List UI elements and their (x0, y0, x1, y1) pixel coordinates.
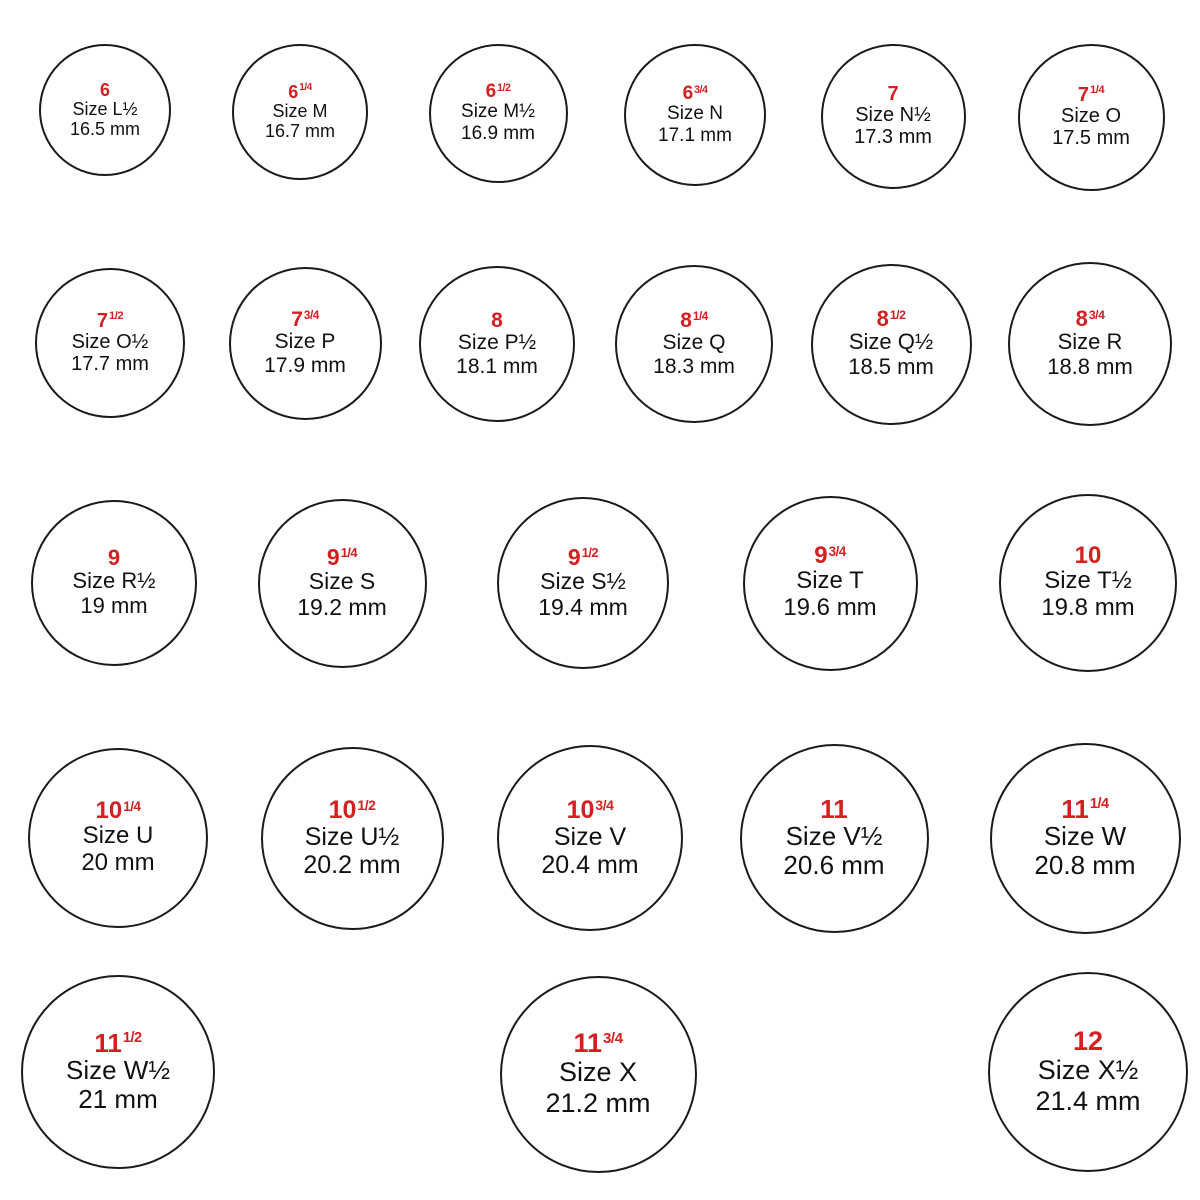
letter-size-label: Size N (667, 103, 723, 125)
us-size-whole: 6 (682, 83, 694, 105)
us-size-whole: 6 (99, 79, 110, 100)
ring-circle (1018, 44, 1165, 191)
ring-circle (229, 267, 382, 420)
letter-size-label: Size V½ (785, 820, 883, 851)
us-size-fraction: 3/4 (603, 1030, 623, 1048)
us-size-fraction: 1/2 (109, 310, 124, 323)
letter-size-label: Size T½ (1044, 567, 1132, 595)
us-size-whole: 9 (567, 543, 581, 570)
diameter-label: 19.6 mm (783, 594, 877, 621)
diameter-label: 17.7 mm (71, 353, 149, 375)
ring-circle (21, 975, 215, 1169)
letter-size-label: Size S½ (540, 567, 626, 594)
letter-size-label: Size T (796, 567, 864, 595)
diameter-label: 16.9 mm (461, 122, 535, 144)
us-size-number (814, 544, 846, 568)
letter-size-label: Size O½ (71, 330, 149, 353)
diameter-label: 21 mm (78, 1084, 158, 1114)
diameter-label: 16.5 mm (69, 119, 141, 139)
us-size-fraction: 1/4 (1089, 795, 1109, 812)
us-size-whole: 10 (328, 795, 357, 824)
ring-circle (28, 748, 208, 928)
us-size-whole: 10 (95, 797, 123, 825)
us-size-whole: 12 (1072, 1026, 1104, 1057)
us-size-number (108, 547, 120, 569)
letter-size-label: Size X½ (1037, 1055, 1139, 1086)
us-size-whole: 8 (680, 308, 692, 332)
diameter-label: 18.8 mm (1047, 354, 1133, 379)
us-size-fraction: 1/4 (340, 544, 358, 560)
us-size-whole: 7 (887, 82, 899, 105)
us-size-fraction: 3/4 (1088, 308, 1105, 323)
us-size-whole: 9 (814, 542, 828, 570)
us-size-whole: 10 (566, 795, 595, 824)
letter-size-label: Size M (272, 100, 328, 121)
diameter-label: 19.2 mm (297, 593, 387, 620)
letter-size-label: Size W½ (65, 1054, 171, 1085)
ring-circle (39, 44, 171, 176)
us-size-number (1061, 793, 1109, 824)
us-size-whole: 8 (491, 308, 503, 332)
ring-circle (811, 264, 972, 425)
us-size-number (96, 799, 141, 823)
ring-circle (31, 500, 197, 666)
us-size-fraction: 1/2 (889, 308, 906, 323)
letter-size-label: Size X (558, 1057, 638, 1088)
letter-size-label: Size W (1043, 820, 1127, 851)
us-size-whole: 11 (573, 1028, 603, 1059)
ring-circle (429, 44, 568, 183)
ring-circle (999, 494, 1177, 672)
us-size-whole: 8 (1075, 306, 1088, 332)
diameter-label: 16.7 mm (264, 121, 336, 141)
us-size-fraction: 3/4 (828, 543, 846, 559)
ring-circle (419, 266, 575, 422)
us-size-whole: 11 (94, 1027, 122, 1058)
letter-size-label: Size U (82, 822, 154, 850)
letter-size-label: Size R½ (72, 568, 156, 594)
us-size-whole: 11 (820, 793, 848, 824)
us-size-number (486, 82, 511, 101)
us-size-fraction: 1/4 (1090, 84, 1105, 97)
us-size-whole: 8 (876, 306, 889, 332)
letter-size-label: Size Q½ (848, 329, 934, 355)
us-size-number (566, 795, 614, 824)
us-size-fraction: 1/2 (581, 544, 599, 560)
us-size-number (97, 311, 123, 331)
us-size-number (887, 84, 898, 104)
us-size-whole: 11 (1061, 793, 1089, 824)
diameter-label: 18.1 mm (456, 354, 538, 378)
us-size-fraction: 1/2 (497, 81, 511, 94)
us-size-number (326, 543, 358, 570)
ring-circle (988, 972, 1188, 1172)
diameter-label: 17.3 mm (854, 126, 932, 148)
ring-circle (624, 44, 766, 186)
ring-circle (35, 268, 185, 418)
letter-size-label: Size U½ (304, 822, 400, 851)
diameter-label: 17.1 mm (658, 124, 732, 146)
ring-circle (261, 747, 444, 930)
diameter-label: 19 mm (80, 593, 148, 618)
ring-circle (500, 976, 697, 1173)
us-size-whole: 6 (485, 81, 497, 103)
us-size-fraction: 1/2 (357, 797, 376, 814)
ring-circle (990, 743, 1181, 934)
us-size-number (291, 309, 319, 330)
diameter-label: 17.9 mm (264, 353, 346, 377)
us-size-number (328, 795, 376, 824)
letter-size-label: Size Q (662, 330, 726, 354)
letter-size-label: Size P½ (457, 330, 537, 354)
us-size-number (683, 84, 708, 103)
ring-circle (743, 496, 918, 671)
ring-circle (740, 744, 929, 933)
diameter-label: 19.8 mm (1041, 594, 1135, 621)
us-size-fraction: 3/4 (303, 308, 319, 322)
ring-circle (232, 44, 368, 180)
diameter-label: 20.4 mm (541, 850, 639, 879)
us-size-number (820, 793, 848, 824)
us-size-whole: 10 (1074, 542, 1102, 570)
us-size-fraction: 1/4 (299, 82, 312, 94)
diameter-label: 19.4 mm (538, 593, 628, 620)
us-size-number (94, 1027, 142, 1058)
us-size-fraction: 1/4 (123, 798, 141, 814)
ring-circle (258, 499, 427, 668)
ring-circle (1008, 262, 1172, 426)
letter-size-label: Size P (274, 329, 336, 353)
ring-circle (497, 745, 683, 931)
letter-size-label: Size V (553, 822, 627, 851)
diameter-label: 18.5 mm (848, 354, 934, 379)
us-size-number (680, 310, 708, 331)
diameter-label: 20.6 mm (783, 850, 885, 880)
ring-circle (497, 497, 669, 669)
us-size-fraction: 1/2 (122, 1029, 142, 1046)
us-size-number (1076, 308, 1105, 330)
us-size-whole: 9 (326, 543, 340, 570)
diameter-label: 21.4 mm (1035, 1085, 1141, 1116)
diameter-label: 20.2 mm (303, 850, 401, 879)
diameter-label: 21.2 mm (545, 1087, 651, 1118)
us-size-whole: 6 (288, 81, 299, 102)
us-size-fraction: 3/4 (694, 83, 708, 96)
letter-size-label: Size M½ (461, 101, 535, 123)
us-size-number (100, 81, 110, 99)
letter-size-label: Size O (1060, 104, 1122, 127)
diameter-label: 17.5 mm (1052, 127, 1130, 149)
letter-size-label: Size L½ (72, 98, 138, 119)
us-size-fraction: 1/4 (692, 309, 708, 323)
us-size-whole: 7 (1077, 83, 1090, 106)
letter-size-label: Size R (1057, 329, 1123, 355)
ring-circle (821, 44, 966, 189)
us-size-number (1078, 85, 1104, 105)
us-size-fraction: 3/4 (595, 797, 614, 814)
diameter-label: 20.8 mm (1034, 850, 1136, 880)
us-size-number (573, 1030, 622, 1057)
us-size-whole: 7 (291, 307, 303, 331)
letter-size-label: Size S (308, 567, 376, 594)
us-size-number (288, 83, 312, 101)
us-size-number (1075, 544, 1102, 568)
ring-circle (615, 265, 773, 423)
us-size-whole: 9 (107, 545, 121, 571)
us-size-number (877, 308, 906, 330)
us-size-number (491, 310, 503, 331)
diameter-label: 18.3 mm (653, 354, 735, 378)
us-size-number (1073, 1028, 1103, 1055)
us-size-number (567, 543, 599, 570)
diameter-label: 20 mm (81, 849, 155, 876)
us-size-whole: 7 (96, 309, 109, 332)
letter-size-label: Size N½ (855, 103, 931, 126)
